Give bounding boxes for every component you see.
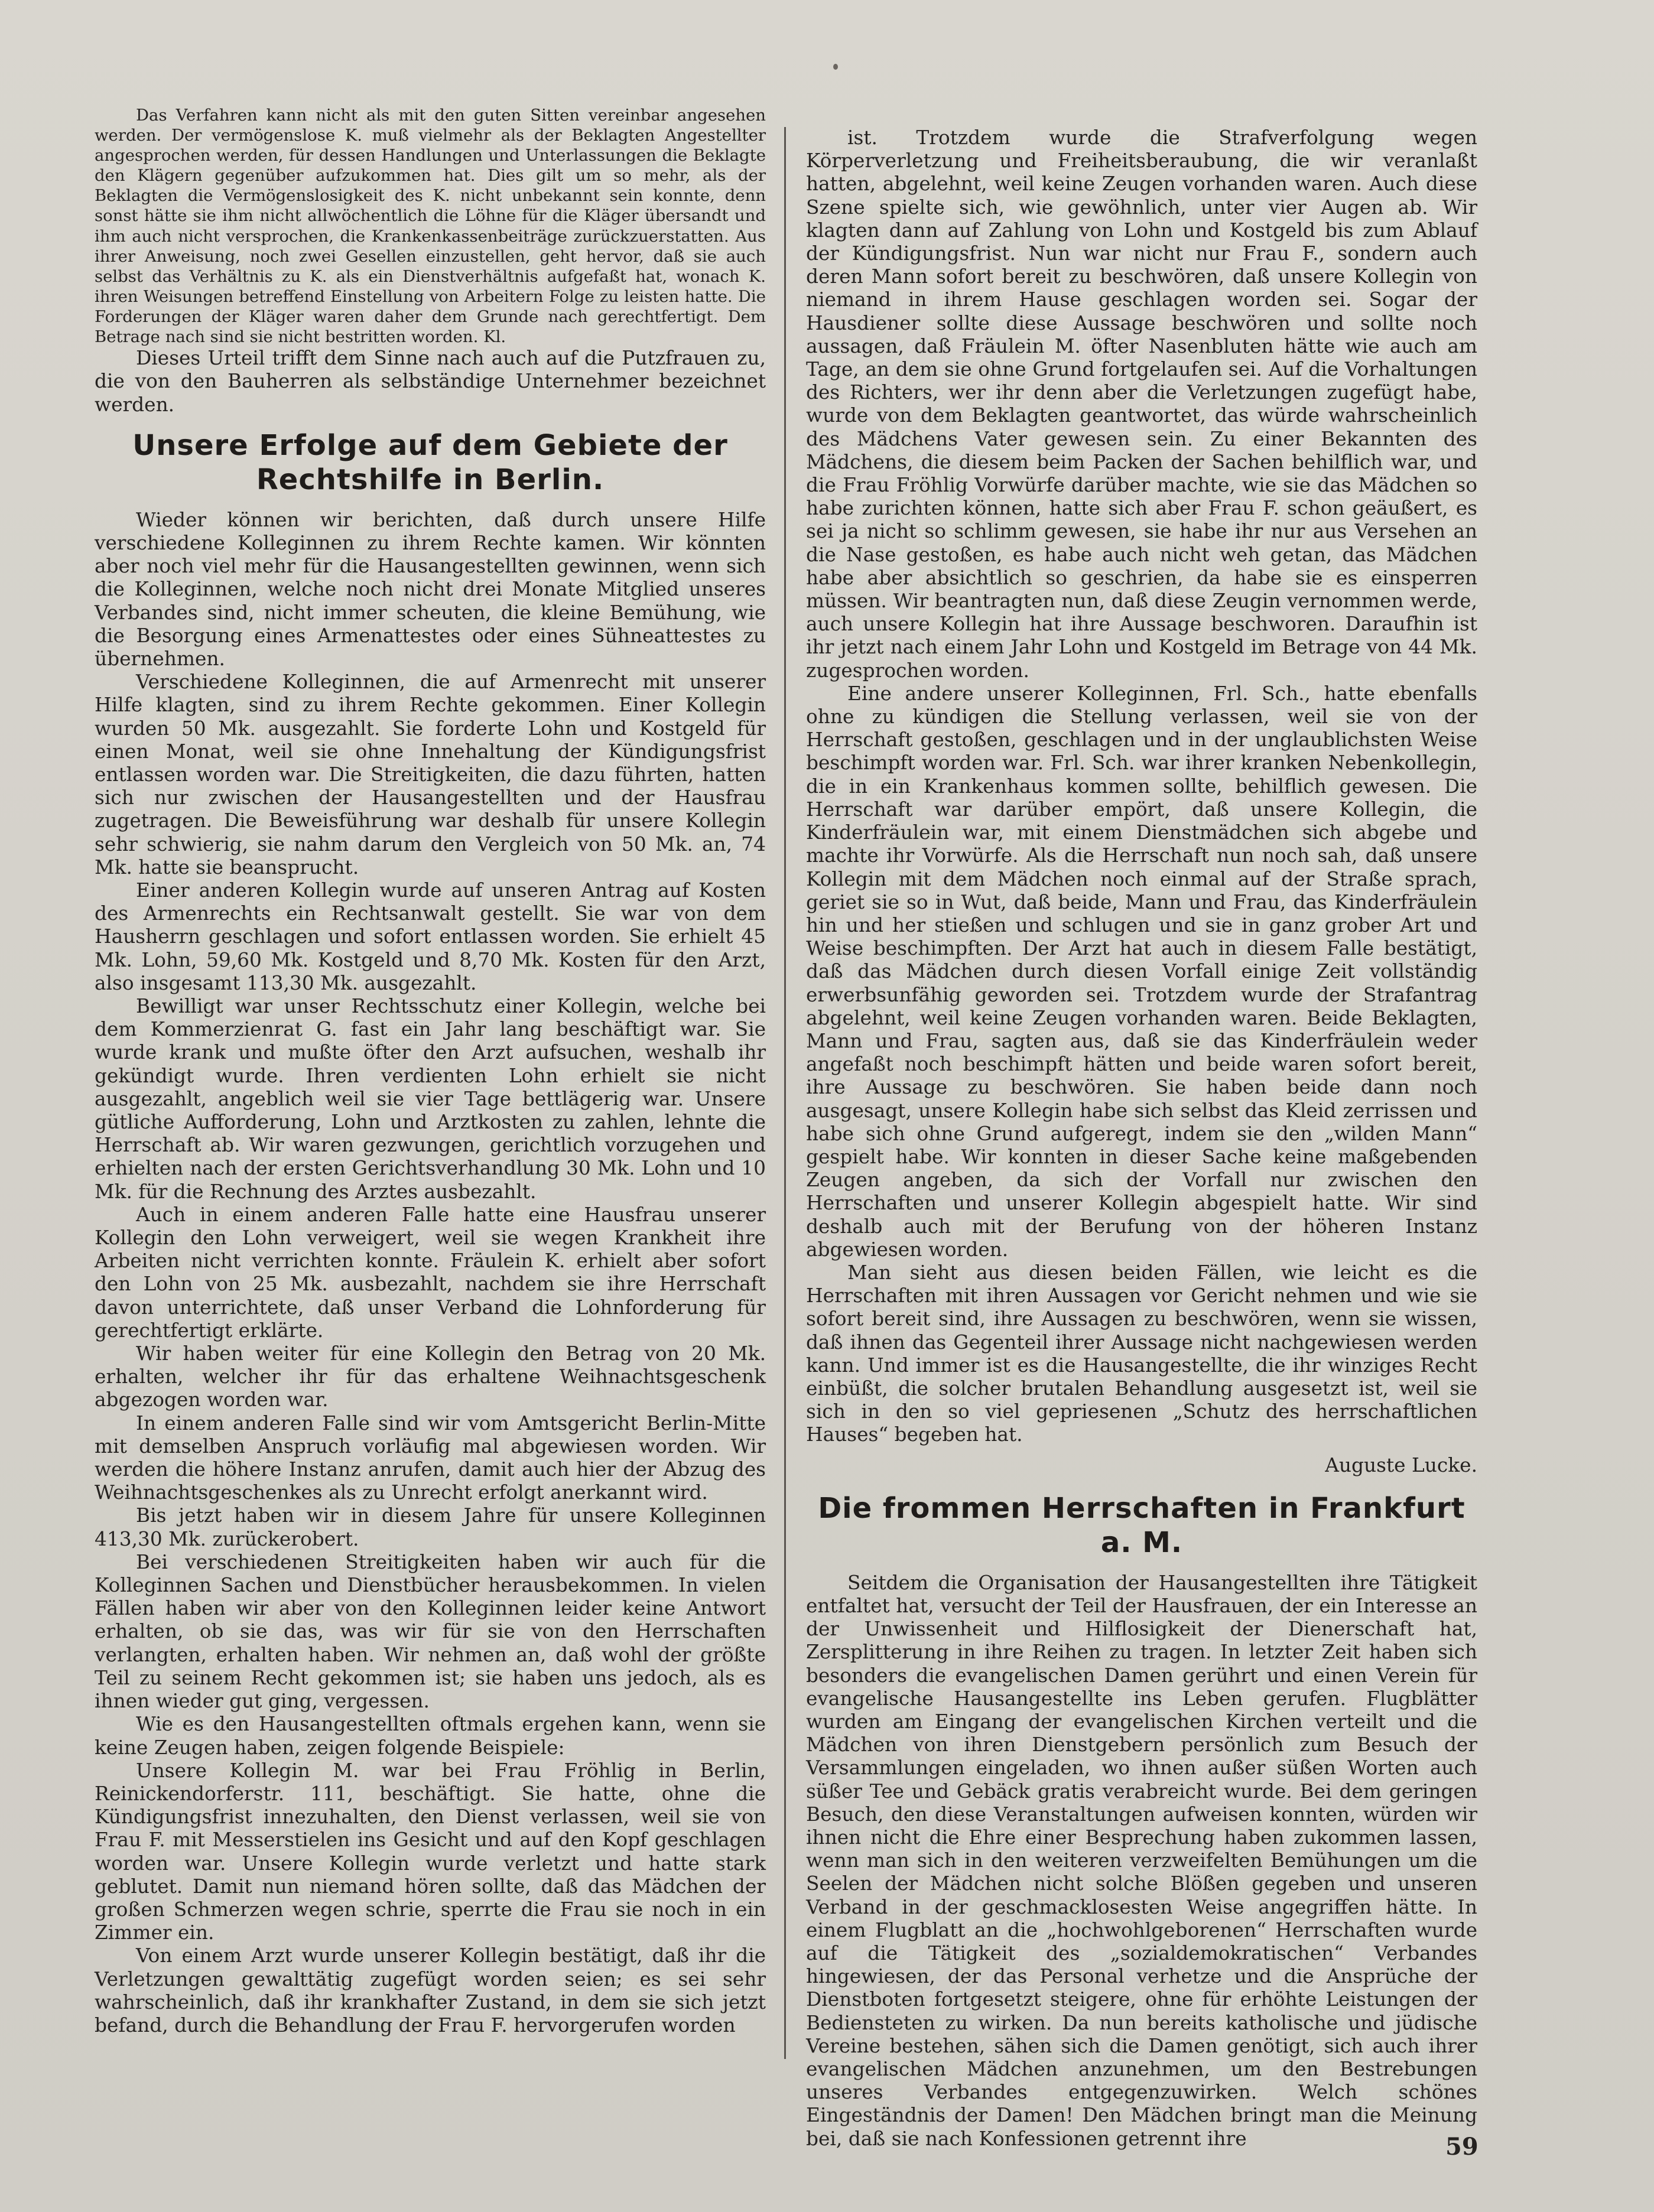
article-title-frankfurt: Die frommen Herrschaften in Frankfurt a. M. [818,1491,1465,1559]
paragraph: Das Verfahren kann nicht als mit den guten Sitten vereinbar angesehen werden. Der vermögenslose K. muß vielmehr als der Beklagten Angestellter angesprochen werden, für dessen Handlungen und Unterlassungen die Beklagte den Klägern gegenüber aufzukommen hat. Dies gilt um so mehr, als der Beklagten die Vermögenslosigkeit des K. nicht unbekannt sein konnte, denn sonst hätte sie ihm nicht allwöchentlich die Löhne für die Kläger übersandt und ihm auch nicht versprochen, die Krankenkassenbeiträge zurückzuerstatten. Aus ihrer Anweisung, noch zwei Gesellen einzustellen, geht hervor, daß sie auch selbst das Verhältnis zu K. als ein Dienstverhältnis aufgefaßt hat, wonach K. ihren Weisungen betreffend Einstellung von Arbeitern Folge zu leisten hatte. Die Forderungen der Kläger waren daher dem Grunde nach gerechtfertigt. Dem Betrage nach sind sie nicht bestritten worden. Kl. [95,106,766,347]
paragraph: Verschiedene Kolleginnen, die auf Armenrecht mit unserer Hilfe klagten, sind zu ihrem Rechte gekommen. Einer Kollegin wurden 50 Mk. ausgezahlt. Sie forderte Lohn und Kostgeld für einen Monat, weil sie ohne Innehaltung der Kündigungsfrist entlassen worden war. Die Streitigkeiten, die dazu führten, hatten sich nur zwischen der Hausangestellten und der Hausfrau zugetragen. Die Beweisführung war deshalb für unsere Kollegin sehr schwierig, sie nahm darum den Vergleich von 50 Mk. an, 74 Mk. hatte sie beansprucht. [95,671,766,879]
paragraph: ist. Trotzdem wurde die Strafverfolgung wegen Körperverletzung und Freiheitsberaubung, die wir veranlaßt hatten, abgelehnt, weil keine Zeugen vorhanden waren. Auch diese Szene spielte sich, wie gewöhnlich, unter vier Augen ab. Wir klagten dann auf Zahlung von Lohn und Kostgeld bis zum Ablauf der Kündigungsfrist. Nun war nicht nur Frau F., sondern auch deren Mann sofort bereit zu beschwören, daß unsere Kollegin von niemand in ihrem Hause geschlagen worden sei. Sogar der Hausdiener sollte diese Aussage beschwören und sollte noch aussagen, daß Fräulein M. öfter Nasenbluten hätte wie auch am Tage, an dem sie ohne Grund fortgelaufen sei. Auf die Vorhaltungen des Richters, wer ihr denn aber die Verletzungen zugefügt habe, wurde von dem Beklagten geantwortet, das würde wahrscheinlich des Mädchens Vater gewesen sein. Zu einer Bekannten des Mädchens, die diesem beim Packen der Sachen behilflich war, und die Frau Fröhlig Vorwürfe darüber machte, wie sie das Mädchen so habe zurichten können, hatte sich aber Frau F. schon geäußert, es sei ja nicht so schlimm gewesen, sie habe ihr nur aus Versehen an die Nase gestoßen, es habe auch nicht weh getan, das Mädchen habe aber absichtlich so geschrien, da habe sie es einsperren müssen. Wir beantragten nun, daß diese Zeugin vernommen werde, auch unsere Kollegin hat ihre Aussage beschworen. Daraufhin ist ihr jetzt nach einem Jahr Lohn und Kostgeld im Betrage von 44 Mk. zugesprochen worden. [806,126,1477,682]
article-continuation [806,126,1477,1447]
paragraph: Wieder können wir berichten, daß durch unsere Hilfe verschiedene Kolleginnen zu ihrem Rechte kamen. Wir könnten aber noch viel mehr für die Hausangestellten gewinnen, wenn sich die Kolleginnen, welche noch nicht drei Monate Mitglied unseres Verbandes sind, nicht immer scheuten, die kleine Bemühung, wie die Besorgung eines Armenattestes oder eines Sühneattestes zu übernehmen. [95,508,766,670]
paragraph: Seitdem die Organisation der Hausangestellten ihre Tätigkeit entfaltet hat, versucht der Teil der Hausfrauen, der ein Interesse an der Unwissenheit und Hilflosigkeit der Dienerschaft hat, Zersplitterung in ihre Reihen zu tragen. In letzter Zeit haben sich besonders die evangelischen Damen gerührt und einen Verein für evangelische Hausangestellte ins Leben gerufen. Flugblätter wurden am Eingang der evangelischen Kirchen verteilt und die Mädchen von ihren Dienstgebern persönlich zum Besuch der Versammlungen eingeladen, wo ihnen außer süßen Worten auch süßer Tee und Gebäck gratis verabreicht wurde. Bei dem geringen Besuch, den diese Veranstaltungen aufweisen konnten, würden wir ihnen nicht die Ehre einer Besprechung haben zukommen lassen, wenn man sich in den weiteren verzweifelten Bemühungen um die Seelen der Mädchen nicht solche Blößen gegeben und unseren Verband in der geschmacklosesten Weise angegriffen hätte. In einem Flugblatt an die „hochwohlgeborenen“ Herrschaften wurde auf die Tätigkeit des „sozialdemokratischen“ Verbandes hingewiesen, der das Personal verhetze und die Ansprüche der Dienstboten fortgesetzt steigere, ohne für erhöhte Leistungen der Bediensteten zu wirken. Da nun bereits katholische und jüdische Vereine bestehen, sähen sich die Damen genötigt, sich auch ihrer evangelischen Mädchen anzunehmen, um den Bestrebungen unseres Verbandes entgegenzuwirken. Welch schönes Eingeständnis der Damen! Den Mädchen bringt man die Meinung bei, daß sie nach Konfessionen getrennt ihre [806,1571,1477,2150]
paragraph: Man sieht aus diesen beiden Fällen, wie leicht es die Herrschaften mit ihren Aussagen vor Gericht nehmen und wie sie sofort bereit sind, ihre Aussagen zu beschwören, wenn sie wissen, daß ihnen das Gegenteil ihrer Aussage nicht nachgewiesen werden kann. Und immer ist es die Hausangestellte, die ihr winziges Recht einbüßt, die solcher brutalen Behandlung ausgesetzt ist, weil sie sich in den so viel gepriesenen „Schutz des herrschaftlichen Hauses“ begeben hat. [806,1261,1477,1446]
paragraph: Von einem Arzt wurde unserer Kollegin bestätigt, daß ihr die Verletzungen gewalttätig zugefügt worden seien; es sei sehr wahrscheinlich, daß ihr krankhafter Zustand, in dem sie sich jetzt befand, durch die Behandlung der Frau F. hervorgerufen worden [95,1944,766,2037]
paragraph: In einem anderen Falle sind wir vom Amtsgericht Berlin-Mitte mit demselben Anspruch vorläufig mal abgewiesen worden. Wir werden die höhere Instanz anrufen, damit auch hier der Abzug des Weihnachtsgeschenkes als zu Unrecht erfolgt anerkannt wird. [95,1411,766,1504]
paragraph: Einer anderen Kollegin wurde auf unseren Antrag auf Kosten des Armenrechts ein Rechtsanwalt gestellt. Sie war von dem Hausherrn geschlagen und sofort entlassen worden. Sie erhielt 45 Mk. Lohn, 59,60 Mk. Kostgeld und 8,70 Mk. Kosten für den Arzt, also insgesamt 113,30 Mk. ausgezahlt. [95,879,766,994]
paragraph: Wir haben weiter für eine Kollegin den Betrag von 20 Mk. erhalten, welcher ihr für das erhaltene Weihnachtsgeschenk abgezogen worden war. [95,1342,766,1411]
author-signature: Auguste Lucke. [1325,1453,1477,1476]
paragraph: Dieses Urteil trifft dem Sinne nach auch auf die Putzfrauen zu, die von den Bauherren als selbständige Unternehmer bezeichnet werden. [95,347,766,416]
intro-quote [95,105,766,347]
paragraph: Bei verschiedenen Streitigkeiten haben wir auch für die Kolleginnen Sachen und Dienstbücher herausbekommen. In vielen Fällen haben wir aber von den Kolleginnen leider keine Antwort erhalten, ob sie das, was wir für sie von den Herrschaften verlangten, erhalten haben. Wir nehmen an, daß wohl der größte Teil zu seinem Recht gekommen ist; sie haben uns jedoch, als es ihnen wieder gut ging, vergessen. [95,1550,766,1713]
paragraph: Unsere Kollegin M. war bei Frau Fröhlig in Berlin, Reinickendorferstr. 111, beschäftigt. Sie hatte, ohne die Kündigungsfrist innezuhalten, den Dienst verlassen, weil sie von Frau F. mit Messerstielen ins Gesicht und auf den Kopf geschlagen worden war. Unsere Kollegin wurde verletzt und hatte stark geblutet. Damit nun niemand hören sollte, daß das Mädchen der großen Schmerzen wegen schrie, sperrte die Frau sie noch in ein Zimmer ein. [95,1759,766,1944]
verdict-comment [95,347,766,417]
right-column [806,126,1477,2151]
column-divider [784,127,786,2059]
paragraph: Eine andere unserer Kolleginnen, Frl. Sch., hatte ebenfalls ohne zu kündigen die Stellung verlassen, weil sie von der Herrschaft gestoßen, geschlagen und in der unglaublichsten Weise beschimpft worden war. Frl. Sch. war ihrer kranken Nebenkollegin, die in ein Krankenhaus kommen sollte, behilflich gewesen. Die Herrschaft war darüber empört, daß unsere Kollegin, die Kinderfräulein war, mit einem Dienstmädchen sich abgebe und machte ihr Vorwürfe. Als die Herrschaft nun noch sah, daß unsere Kollegin mit dem Mädchen noch einmal auf der Straße sprach, geriet sie so in Wut, daß beide, Mann und Frau, das Kinderfräulein hin und her stießen und schlugen und sie in ganz grober Art und Weise beschimpften. Der Arzt hat auch in diesem Falle bestätigt, daß das Mädchen durch diesen Vorfall einige Zeit vollständig erwerbsunfähig geworden sei. Trotzdem wurde der Strafantrag abgelehnt, weil keine Zeugen vorhanden waren. Beide Beklagten, Mann und Frau, sagten aus, daß sie das Kinderfräulein weder angefaßt noch beschimpft hätten und beide waren sofort bereit, ihre Aussage zu beschwören. Sie haben beide dann noch ausgesagt, unsere Kollegin habe sich selbst das Kleid zerrissen und habe sich ohne Grund aufgeregt, indem sie den „wilden Mann“ gespielt habe. Wir konnten in dieser Sache keine maßgebenden Zeugen angeben, da sich der Vorfall nur zwischen den Herrschaften und unserer Kollegin abgespielt hatte. Wir sind deshalb auch mit der Berufung von der höheren Instanz abgewiesen worden. [806,682,1477,1261]
paragraph: Bewilligt war unser Rechtsschutz einer Kollegin, welche bei dem Kommerzienrat G. fast ein Jahr lang beschäftigt war. Sie wurde krank und mußte öfter den Arzt aufsuchen, weshalb ihr gekündigt wurde. Ihren verdienten Lohn erhielt sie nicht ausgezahlt, angeblich weil sie vier Tage bettlägerig war. Unsere gütliche Aufforderung, Lohn und Arztkosten zu zahlen, lehnte die Herrschaft ab. Wir waren gezwungen, gerichtlich vorzugehen und erhielten nach der ersten Gerichtsverhandlung 30 Mk. Lohn und 10 Mk. für die Rechnung des Arztes ausbezahlt. [95,995,766,1203]
article-body-rechtshilfe [95,509,766,2037]
paragraph: Bis jetzt haben wir in diesem Jahre für unsere Kolleginnen 413,30 Mk. zurückerobert. [95,1504,766,1550]
paragraph: Wie es den Hausangestellten oftmals ergehen kann, wenn sie keine Zeugen haben, zeigen folgende Beispiele: [95,1713,766,1759]
left-column [95,105,766,2037]
ink-speck [833,64,838,70]
page-number: 59 [1445,2133,1478,2161]
paragraph: Auch in einem anderen Falle hatte eine Hausfrau unserer Kollegin den Lohn verweigert, weil sie wegen Krankheit ihre Arbeiten nicht verrichten konnte. Fräulein K. erhielt aber sofort den Lohn von 25 Mk. ausbezahlt, nachdem sie ihre Herrschaft davon unterrichtete, daß unser Verband die Lohnforderung für gerechtfertigt erklärte. [95,1203,766,1342]
article-title-rechtshilfe: Unsere Erfolge auf dem Gebiete der Rechtshilfe in Berlin. [132,428,728,496]
article-body-frankfurt [806,1572,1477,2151]
